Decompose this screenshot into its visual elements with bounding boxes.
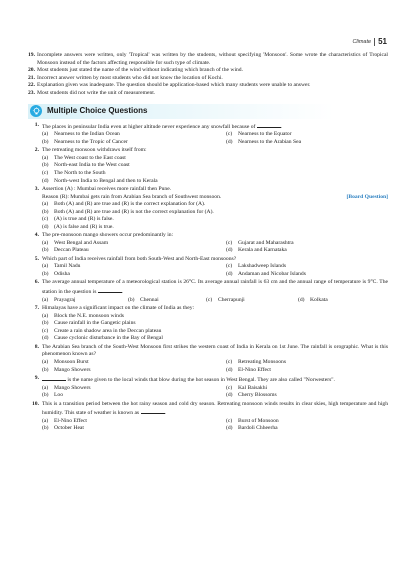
option-letter: (a)	[42, 131, 49, 138]
question-stem	[42, 375, 388, 385]
option-text: Cherry Blossoms	[238, 392, 277, 399]
option-letter: (c)	[226, 239, 233, 246]
question-number: 4.	[34, 232, 39, 239]
option-text: October Heat	[54, 425, 84, 432]
option-text: El-Nino Effect	[238, 366, 271, 373]
page-content	[28, 52, 388, 433]
question-item	[28, 256, 388, 279]
option-text: (A) is false and (R) is true.	[54, 223, 114, 230]
question-item	[28, 122, 388, 147]
questions-list	[28, 122, 388, 433]
option-letter: (c)	[42, 169, 49, 176]
option-text: Both (A) and (R) are true and (R) is the correct explanation for (A).	[54, 201, 206, 208]
option-item	[206, 297, 298, 305]
question-number: 5.	[34, 255, 39, 262]
reason-text: Reason (R): Mumbai gets rain from Arabian Sea branch of Southwest monsoon.	[42, 193, 222, 200]
option-item	[226, 425, 388, 433]
option-item	[226, 385, 388, 393]
note-item	[28, 52, 388, 67]
option-item	[42, 335, 388, 343]
option-text: Loo	[54, 392, 64, 399]
option-item	[42, 367, 226, 375]
option-letter: (a)	[42, 312, 49, 319]
option-item	[42, 320, 388, 328]
question-item	[28, 305, 388, 343]
question-number: 6.	[34, 279, 39, 286]
question-text: This is a transition period between the hot rainy season and cold dry season. Retreating monsoon winds results in clear skies, high temperature and high humidity. This state of weather is known as	[42, 400, 388, 417]
option-item	[226, 240, 388, 248]
option-text: Both (A) and (R) are true and (R) is not the correct explanation for (A).	[54, 208, 214, 215]
option-text: Tamil Nadu	[54, 263, 81, 270]
option-letter: (d)	[42, 223, 49, 230]
option-text: Kerala and Karnataka	[238, 247, 287, 254]
option-text: Prayagraj	[54, 296, 76, 303]
option-text: Deccan Plateau	[54, 247, 89, 254]
option-letter: (d)	[226, 138, 233, 145]
option-letter: (a)	[42, 263, 49, 270]
option-letter: (c)	[226, 384, 233, 391]
question-item	[28, 344, 388, 374]
option-letter: (b)	[42, 392, 49, 399]
option-text: Andaman and Nicobar Islands	[238, 271, 306, 278]
option-item	[42, 263, 226, 271]
option-letter: (d)	[226, 366, 233, 373]
question-text: is the name given to the local winds that blow during the hot season in West Bengal. They are also called "Norwesters".	[67, 376, 335, 383]
note-number: 23.	[28, 89, 35, 96]
option-text: Block the N.E. monsoon winds	[54, 312, 124, 319]
option-text: Chennai	[140, 296, 159, 303]
option-item	[42, 201, 388, 209]
option-item	[42, 247, 226, 255]
option-item	[226, 418, 388, 426]
answer-blank	[98, 287, 124, 296]
question-text: Assertion (A) : Mumbai receives more rainfall then Pune.	[42, 185, 172, 192]
note-number: 21.	[28, 74, 35, 81]
option-letter: (a)	[42, 201, 49, 208]
option-text: Kolkata	[310, 296, 328, 303]
note-text: Incomplete answers were written, only 'Tropical' was written by the students, without specifying 'Monsoon'. Some wrote the characteristics of Tropical Monsoon instead of the factors affecting responsible for such type of climate.	[37, 52, 388, 66]
option-item	[128, 297, 206, 305]
option-letter: (b)	[42, 138, 49, 145]
option-letter: (d)	[298, 296, 305, 303]
question-number: 7.	[34, 305, 39, 311]
option-text: Mango Showers	[54, 384, 91, 391]
question-stem	[42, 401, 388, 418]
note-item	[28, 75, 388, 83]
options-grid	[42, 240, 388, 255]
option-item	[42, 224, 388, 232]
option-text: Nearness to the Equator	[238, 131, 292, 138]
question-body	[42, 401, 388, 433]
question-text: The retreating monsoon withdraws itself from:	[42, 147, 147, 154]
option-text: Gujarat and Maharashtra	[238, 239, 294, 246]
option-letter: (b)	[42, 162, 49, 169]
page-header	[352, 37, 387, 46]
question-item	[28, 147, 388, 185]
question-stem	[42, 256, 388, 264]
question-text: The places in peninsular India even at higher altitude never experience any snowfall because of	[42, 123, 256, 130]
option-item	[42, 155, 388, 163]
question-text: Which part of India receives rainfall from both South-West and North-East monsoons?	[42, 255, 237, 262]
note-item	[28, 82, 388, 90]
option-letter: (c)	[226, 358, 233, 365]
question-number: 1.	[34, 121, 39, 128]
question-body	[42, 305, 388, 343]
question-stem	[42, 147, 388, 155]
question-number: 9.	[34, 374, 39, 381]
option-letter: (a)	[42, 417, 49, 424]
option-item	[42, 359, 226, 367]
question-text: Himalayas have a significant impact on the climate of India as they:	[42, 305, 195, 311]
answer-blank	[257, 122, 281, 128]
question-body	[42, 375, 388, 400]
question-stem	[42, 279, 388, 296]
option-letter: (d)	[42, 177, 49, 184]
options-grid	[42, 263, 388, 278]
option-letter: (c)	[206, 296, 213, 303]
note-number: 22.	[28, 82, 35, 89]
question-stem	[42, 305, 388, 313]
option-item	[226, 359, 388, 367]
option-letter: (b)	[42, 271, 49, 278]
option-text: The West coast to the East coast	[54, 154, 126, 161]
note-item	[28, 67, 388, 75]
option-text: Nearness to the Arabian Sea	[238, 138, 302, 145]
question-stem	[42, 344, 388, 359]
blank-suffix: .	[164, 410, 166, 417]
question-stem	[42, 232, 388, 240]
option-letter: (c)	[42, 216, 49, 223]
question-stem	[42, 186, 388, 194]
option-text: The North to the South	[54, 169, 106, 176]
option-text: Cause rainfall in the Gangetic plains	[54, 320, 136, 327]
option-text: North-east India to the West coast	[54, 162, 130, 169]
option-item	[42, 240, 226, 248]
blank-suffix: .	[280, 123, 283, 130]
option-item	[42, 425, 226, 433]
option-text: Cherrapunji	[218, 296, 245, 303]
option-text: Kal Baisakhi	[238, 384, 268, 391]
option-item	[42, 392, 226, 400]
reason-line	[42, 194, 388, 202]
note-text: Most students did not write the unit of measurement.	[37, 89, 156, 96]
option-text: (A) is true and (R) is false.	[54, 216, 114, 223]
option-letter: (c)	[226, 263, 233, 270]
question-body	[42, 344, 388, 374]
option-item	[226, 247, 388, 255]
option-text: Lakshadweep Islands	[238, 263, 286, 270]
option-letter: (d)	[42, 335, 49, 342]
note-text: Incorrect answer written by most students who did not know the location of Kochi.	[37, 74, 223, 81]
option-text: Bardoli Chheerha	[238, 425, 278, 432]
note-number: 19.	[28, 52, 35, 58]
option-item	[42, 385, 226, 393]
option-item	[226, 367, 388, 375]
option-letter: (b)	[42, 247, 49, 254]
question-text: The pre-monsoon mango showers occur predominantly in:	[42, 232, 174, 239]
question-body	[42, 147, 388, 185]
option-letter: (a)	[42, 239, 49, 246]
board-question-tag: [Board Question]	[346, 193, 388, 200]
option-item	[42, 418, 226, 426]
option-item	[42, 170, 388, 178]
options-grid	[42, 155, 388, 185]
question-item	[28, 279, 388, 304]
option-letter: (d)	[226, 247, 233, 254]
question-number: 10.	[32, 400, 39, 407]
option-letter: (b)	[42, 208, 49, 215]
option-letter: (d)	[226, 425, 233, 432]
notes-list	[28, 52, 388, 98]
question-body	[42, 186, 388, 232]
chapter-title: Climate	[352, 38, 372, 45]
option-letter: (a)	[42, 358, 49, 365]
option-item	[42, 297, 128, 305]
option-letter: (d)	[226, 271, 233, 278]
question-number: 8.	[34, 343, 39, 350]
question-body	[42, 232, 388, 255]
option-item	[226, 139, 388, 147]
answer-blank	[141, 408, 166, 417]
question-text: The Arabian Sea branch of the South-West Monsoon first strikes the western coast of India in Kerala on 1st June. The rainfall is orographic. What is this phenomenon known as?	[42, 343, 388, 358]
option-item	[42, 131, 226, 139]
option-item	[42, 271, 226, 279]
lightbulb-icon	[30, 105, 42, 117]
option-letter: (a)	[42, 154, 49, 161]
option-text: Create a rain shadow area in the Deccan plateau	[54, 327, 162, 334]
option-text: El-Nino Effect	[54, 417, 87, 424]
options-grid	[42, 385, 388, 400]
option-letter: (a)	[42, 384, 49, 391]
option-text: Nearness to the Tropic of Cancer	[54, 138, 128, 145]
option-letter: (b)	[42, 366, 49, 373]
option-item	[226, 271, 388, 279]
question-number: 2.	[34, 147, 39, 154]
option-item	[298, 297, 388, 305]
option-letter: (b)	[42, 425, 49, 432]
option-item	[226, 263, 388, 271]
options-grid	[42, 359, 388, 374]
question-item	[28, 186, 388, 232]
option-text: Nearness to the Indian Ocean	[54, 131, 120, 138]
option-letter: (b)	[128, 296, 135, 303]
option-text: Burst of Monsoon	[238, 417, 279, 424]
option-item	[226, 392, 388, 400]
question-number: 3.	[34, 185, 39, 192]
options-grid	[42, 313, 388, 343]
option-item	[42, 216, 388, 224]
option-letter: (c)	[226, 131, 233, 138]
option-letter: (c)	[226, 417, 233, 424]
note-text: Explanation given was inadequate. The question should be application-based which many students were unable to answer.	[37, 82, 311, 89]
options-grid	[42, 297, 388, 305]
option-text: Retreating Monsoons	[238, 358, 287, 365]
note-number: 20.	[28, 67, 35, 74]
question-stem	[42, 122, 388, 132]
question-item	[28, 232, 388, 255]
question-item	[28, 375, 388, 400]
question-body	[42, 279, 388, 304]
option-text: West Bengal and Assam	[54, 239, 109, 246]
question-body	[42, 256, 388, 279]
answer-blank	[42, 375, 66, 381]
question-text: The average annual temperature of a meteorological station is 26°C. Its average annual rainfall is 63 cm and the annual range of temperature is 9°C. The station in the question is	[42, 279, 388, 296]
option-item	[42, 139, 226, 147]
option-letter: (b)	[42, 320, 49, 327]
section-header	[28, 104, 388, 119]
option-item	[42, 162, 388, 170]
option-text: Odisha	[54, 271, 70, 278]
options-grid	[42, 131, 388, 146]
note-text: Most students just stated the name of the wind without indicating which branch of the wind.	[37, 67, 244, 74]
header-divider	[374, 38, 375, 46]
option-text: North-west India to Bengal and then to Kerala	[54, 177, 158, 184]
section-title: Multiple Choice Questions	[47, 106, 148, 116]
option-item	[226, 131, 388, 139]
note-item	[28, 90, 388, 98]
option-letter: (a)	[42, 296, 49, 303]
option-letter: (d)	[226, 392, 233, 399]
option-text: Mango Showers	[54, 366, 91, 373]
option-letter: (c)	[42, 327, 49, 334]
option-text: Cause cyclonic disturbance in the Bay of Bengal	[54, 335, 163, 342]
blank-suffix: .	[121, 289, 124, 296]
question-body	[42, 122, 388, 147]
question-item	[28, 401, 388, 433]
options-grid	[42, 201, 388, 231]
page-number: 51	[378, 37, 387, 46]
option-item	[42, 178, 388, 186]
option-text: Monsoon Burst	[54, 358, 89, 365]
options-grid	[42, 418, 388, 433]
